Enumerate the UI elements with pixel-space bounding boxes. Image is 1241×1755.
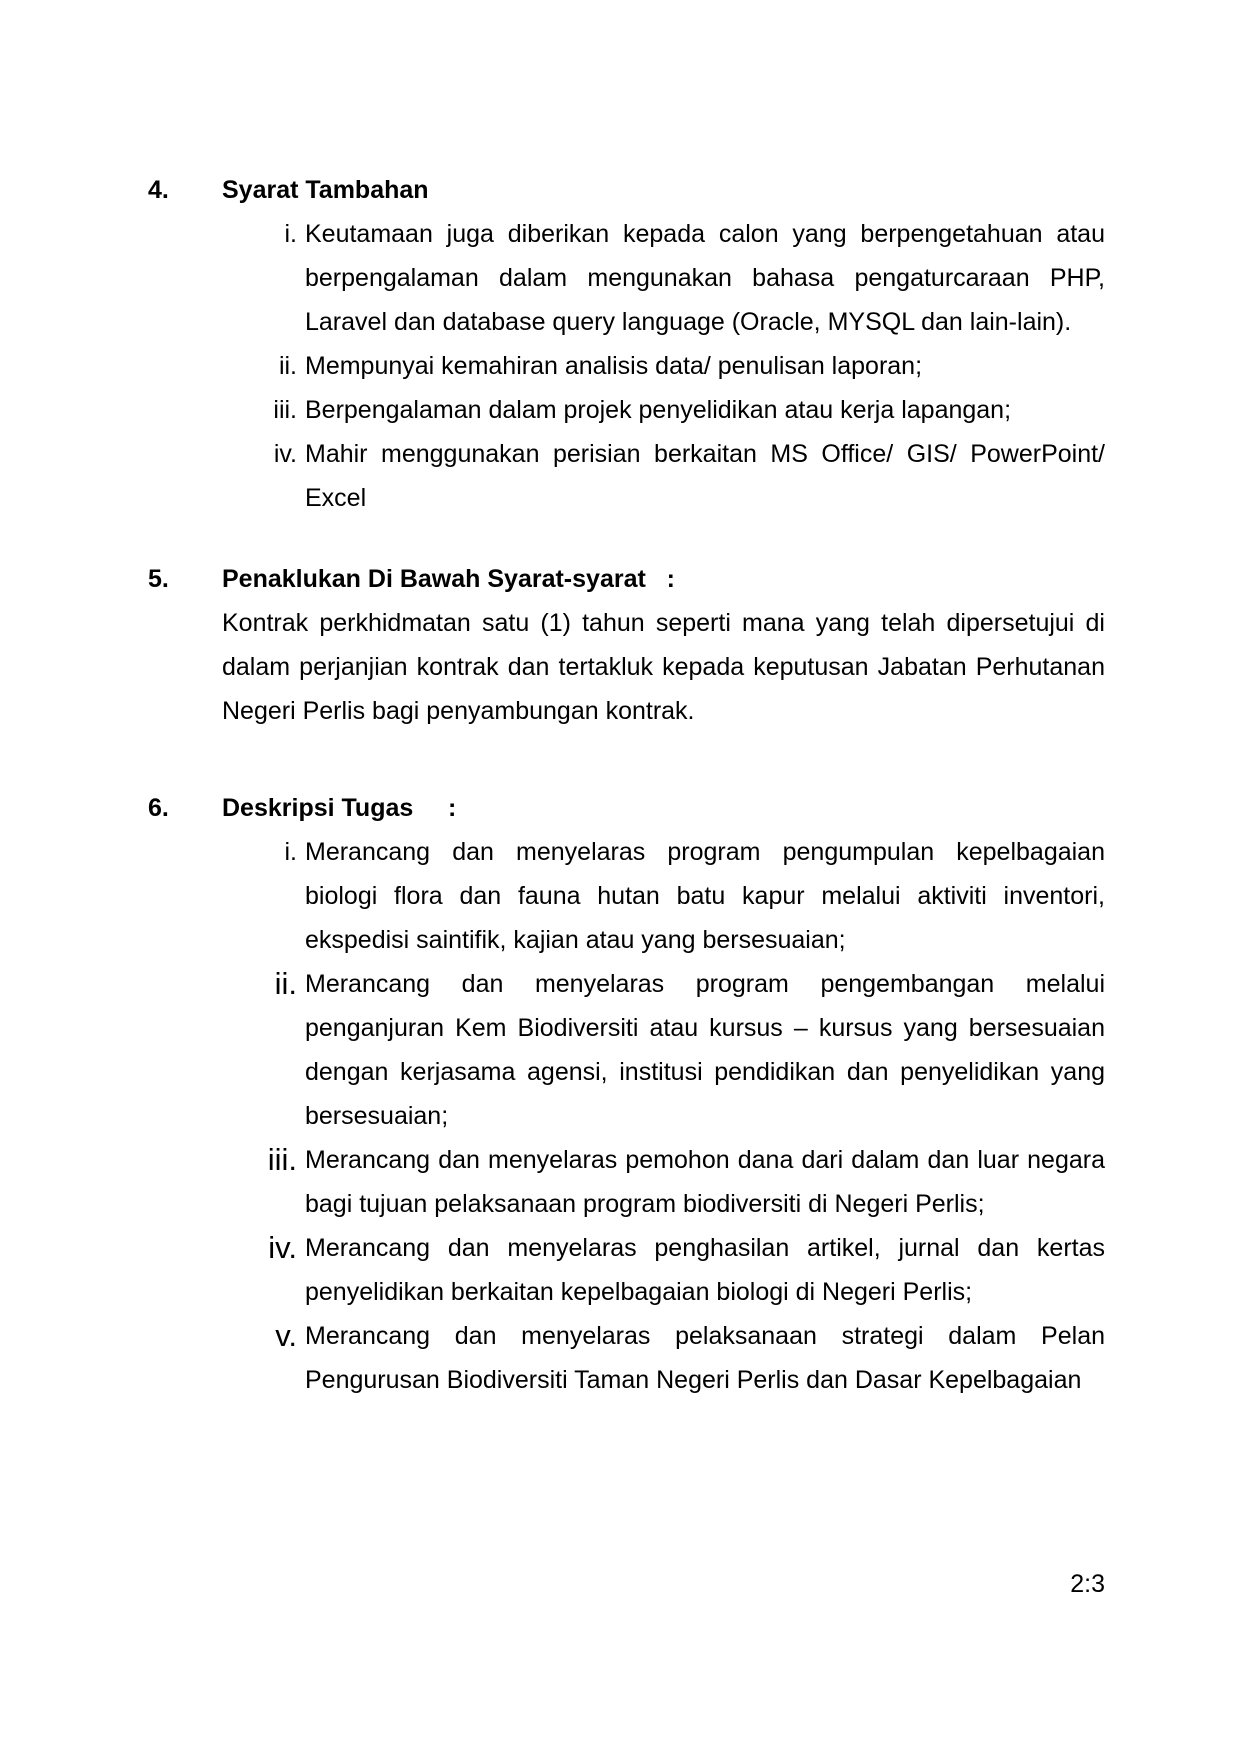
section-number: 4. [148, 176, 169, 204]
list-item [148, 962, 1105, 1138]
section-title: Penaklukan Di Bawah Syarat-syarat : [222, 565, 675, 593]
spacer [148, 733, 1105, 786]
list-item-text: Merancang dan menyelaras pelaksanaan strategi dalam Pelan Pengurusan Biodiversiti Taman Negeri Perlis dan Dasar Kepelbagaian [305, 1322, 1105, 1394]
paragraph: Kontrak perkhidmatan satu (1) tahun seperti mana yang telah dipersetujui di dalam perjanjian kontrak dan tertakluk kepada keputusan Jabatan Perhutanan Negeri Perlis bagi penyambungan kontrak. [222, 609, 1105, 725]
section-number: 5. [148, 565, 169, 593]
section-6-heading [148, 786, 1105, 830]
list-marker: i. [284, 838, 297, 866]
section-title: Syarat Tambahan [222, 176, 429, 204]
list-item [148, 1226, 1105, 1314]
section-title: Deskripsi Tugas : [222, 794, 457, 822]
list-item [148, 212, 1105, 344]
list-item [148, 432, 1105, 520]
list-item [148, 1314, 1105, 1402]
list-item [148, 388, 1105, 432]
list-item-text: Merancang dan menyelaras penghasilan artikel, jurnal dan kertas penyelidikan berkaitan kepelbagaian biologi di Negeri Perlis; [305, 1234, 1105, 1306]
list-marker: ii. [274, 966, 297, 1001]
page-number: 2:3 [1070, 1570, 1105, 1598]
section-4-heading [148, 168, 1105, 212]
list-marker: iv. [273, 440, 297, 468]
list-item-text: Mahir menggunakan perisian berkaitan MS Office/ GIS/ PowerPoint/ Excel [305, 440, 1105, 512]
list-item-text: Merancang dan menyelaras program pengembangan melalui penganjuran Kem Biodiversiti atau kursus – kursus yang bersesuaian dengan kerjasama agensi, institusi pendidikan dan penyelidikan yang bersesuaian; [305, 970, 1105, 1130]
list-item-text: Merancang dan menyelaras pemohon dana dari dalam dan luar negara bagi tujuan pelaksanaan program biodiversiti di Negeri Perlis; [305, 1146, 1105, 1218]
list-item-text: Mempunyai kemahiran analisis data/ penulisan laporan; [305, 352, 923, 380]
list-item [148, 344, 1105, 388]
list-marker: iii. [267, 1142, 297, 1177]
list-marker: v. [275, 1318, 297, 1353]
list-item [148, 1138, 1105, 1226]
list-marker: iv. [268, 1230, 297, 1265]
spacer [148, 520, 1105, 557]
list-item-text: Berpengalaman dalam projek penyelidikan atau kerja lapangan; [305, 396, 1012, 424]
list-item-text: Merancang dan menyelaras program pengumpulan kepelbagaian biologi flora dan fauna hutan batu kapur melalui aktiviti inventori, ekspedisi saintifik, kajian atau yang bersesuaian; [305, 838, 1105, 954]
section-5-heading [148, 557, 1105, 601]
list-marker: iii. [273, 396, 297, 424]
list-marker: ii. [278, 352, 297, 380]
list-marker: i. [284, 220, 297, 248]
list-item-text: Keutamaan juga diberikan kepada calon yang berpengetahuan atau berpengalaman dalam mengunakan bahasa pengaturcaraan PHP, Laravel dan database query language (Oracle, MYSQL dan lain-lain). [305, 220, 1105, 336]
list-item [148, 830, 1105, 962]
section-number: 6. [148, 794, 169, 822]
